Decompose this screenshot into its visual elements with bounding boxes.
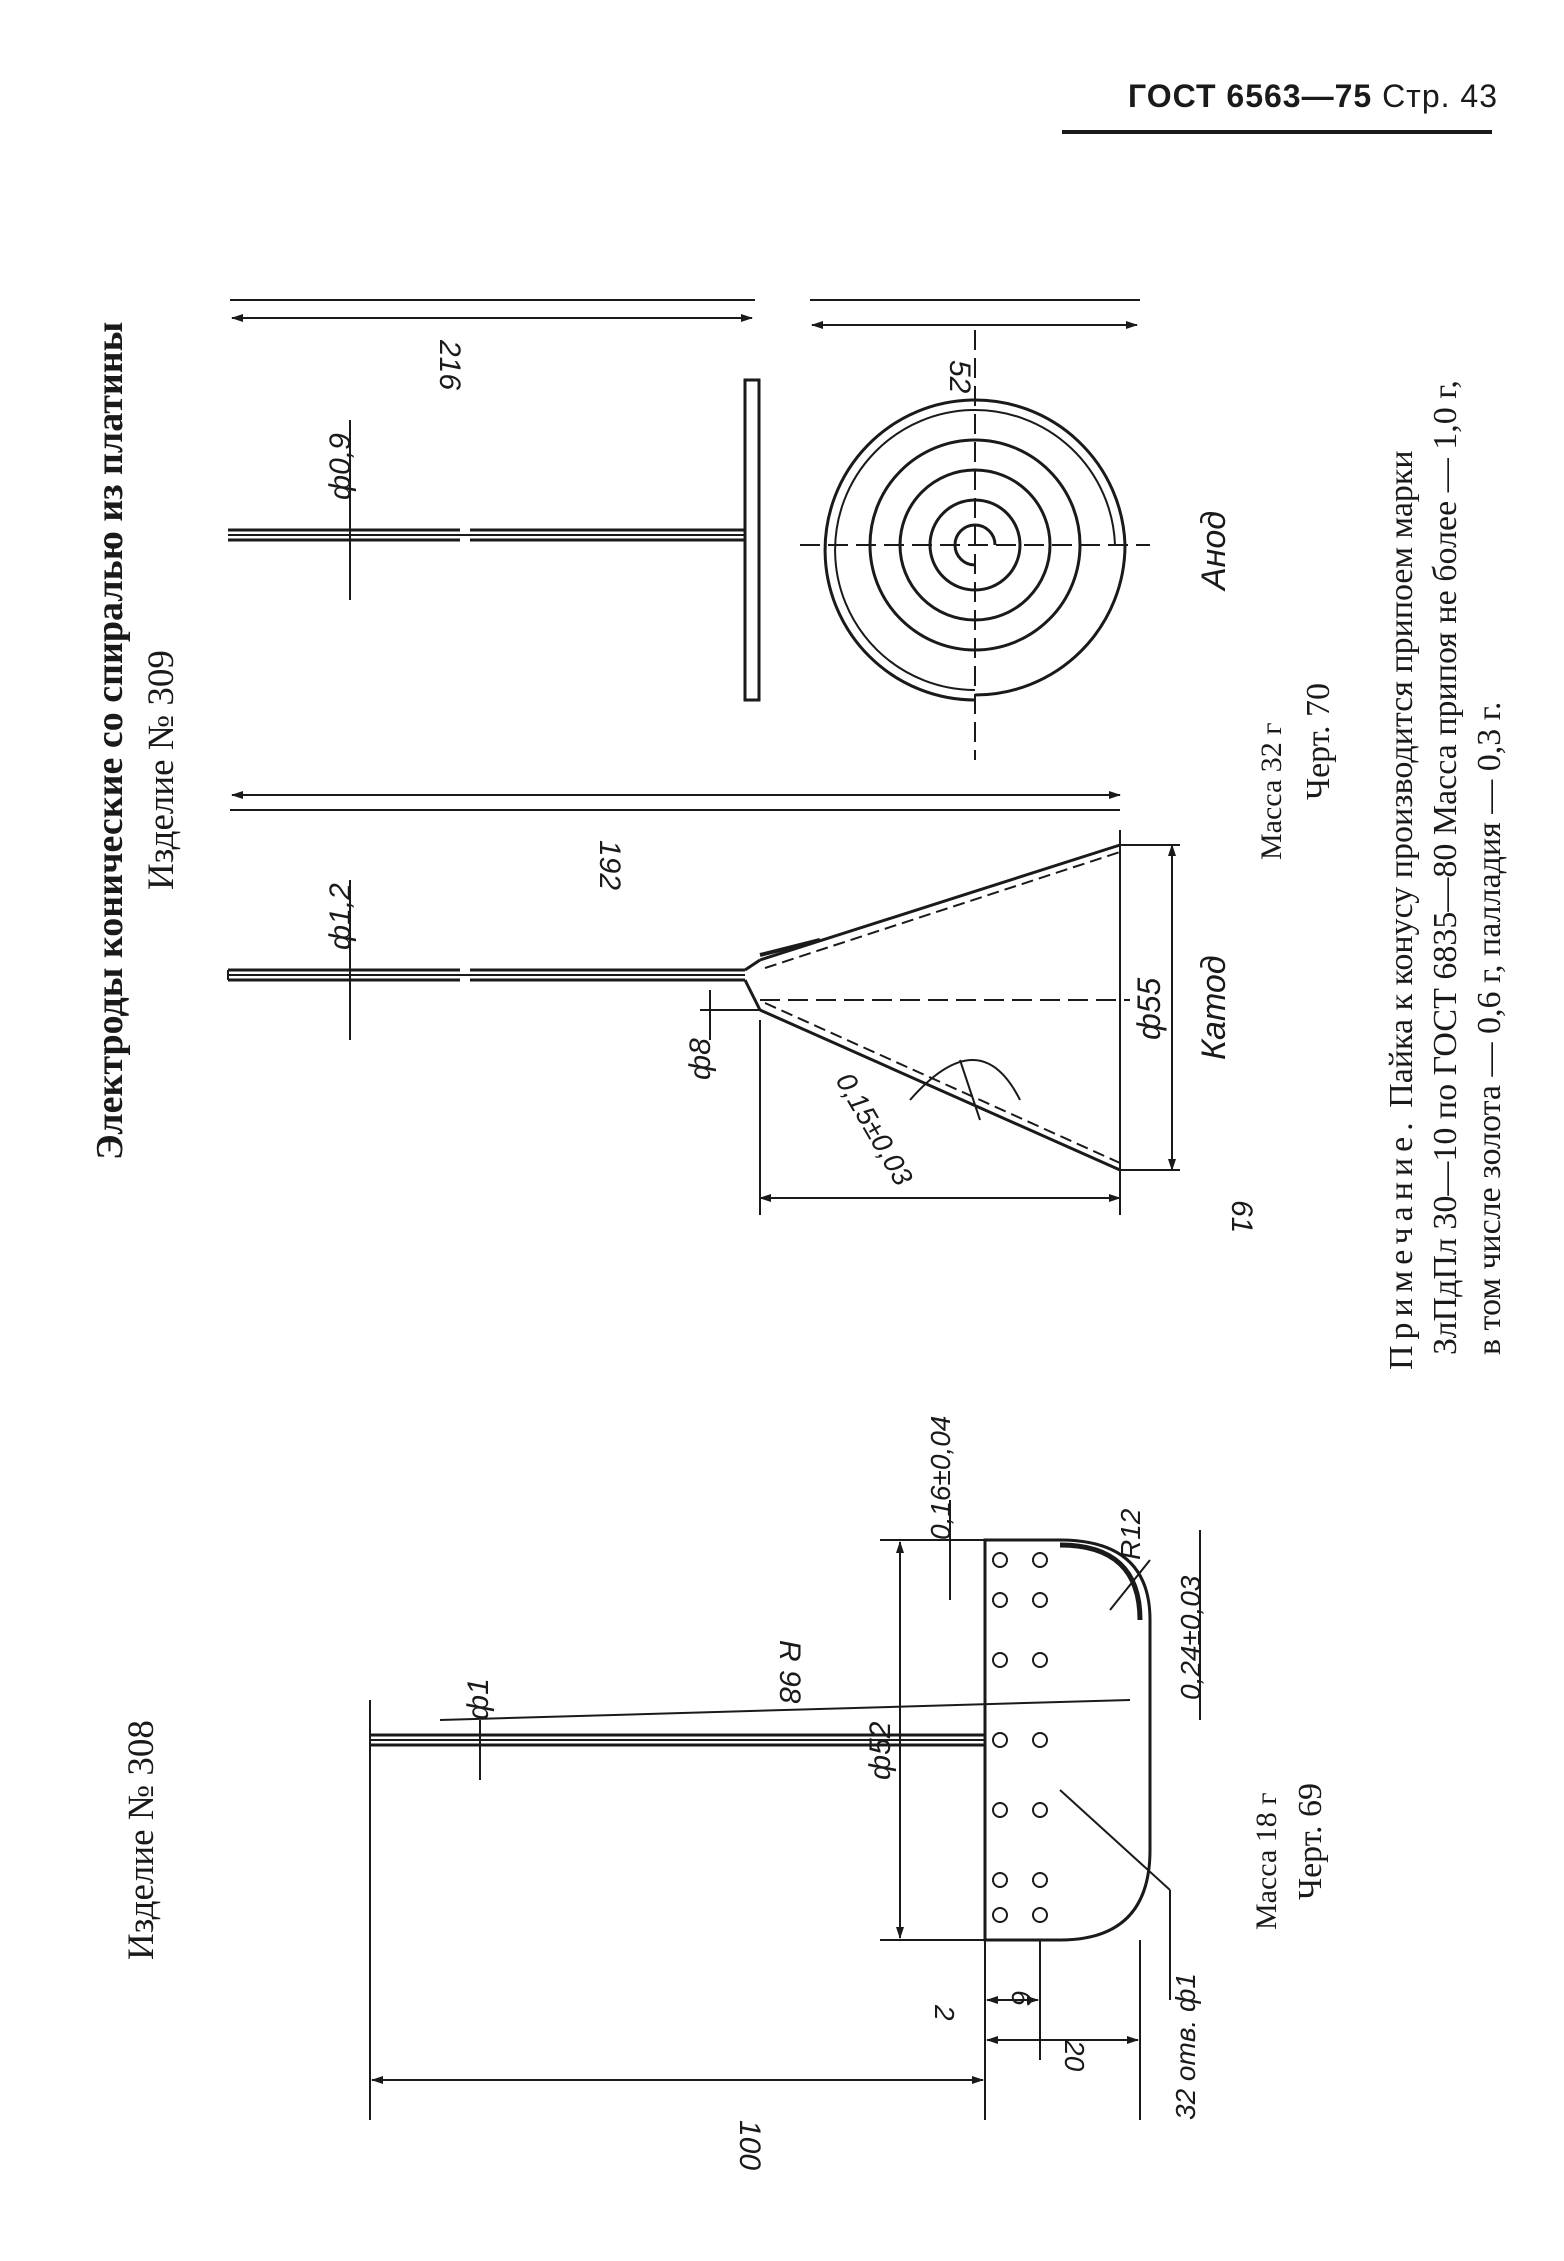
- section-title: Электроды конические со спиралью из платины: [89, 321, 131, 1160]
- item-308-figure-number: Черт. 69: [1292, 1782, 1329, 1900]
- dim-308-holes: 32 отв. ф1: [1170, 1973, 1201, 2120]
- note-line-1-text: Пайка к конусу производится припоем марки: [1383, 450, 1420, 1108]
- page-number: Стр. 43: [1382, 78, 1498, 114]
- item-309-title: Изделие № 309: [141, 650, 182, 890]
- dim-308-radius-small: R12: [1115, 1508, 1146, 1560]
- cathode-label: Катод: [1195, 955, 1233, 1060]
- drawing-item-309-cathode: [228, 795, 1180, 1215]
- dim-309-small-d: ф8: [684, 1038, 717, 1080]
- dim-309-cone-d: ф55: [1131, 977, 1167, 1040]
- item-308-title: Изделие № 308: [121, 1720, 162, 1960]
- item-308-mass: Масса 18 г: [1250, 1792, 1283, 1930]
- dim-308-20: 20: [1059, 2040, 1090, 2072]
- dim-308-6: 6: [1006, 1990, 1037, 2006]
- item-308-holes: [993, 1553, 1047, 1922]
- drawing-item-309-anode: [228, 300, 1150, 760]
- standard-number: ГОСТ 6563—75: [1128, 78, 1373, 114]
- dim-309-wall: 0,15±0,03: [829, 1067, 919, 1191]
- dim-309-cone-height: 61: [1225, 1200, 1258, 1234]
- dim-308-thickness-1: 0,16±0,04: [925, 1415, 956, 1540]
- dim-309-anode-wire-d: ф0,9: [324, 433, 357, 500]
- dim-308-2: 2: [929, 2005, 960, 2021]
- note-line-3: в том числе золота — 0,6 г, палладия — 0,3 г.: [1471, 701, 1508, 1355]
- dim-308-thickness-2: 0,24±0,03: [1175, 1575, 1206, 1700]
- dim-309-anode-length: 216: [433, 340, 466, 391]
- dim-309-wire-d: ф1,2: [324, 883, 357, 950]
- anode-label: Анод: [1195, 510, 1233, 590]
- item-309-figure-number: Черт. 70: [1300, 682, 1337, 800]
- item-309-mass: Масса 32 г: [1255, 722, 1288, 860]
- dim-308-disc-d: ф52: [864, 1721, 897, 1780]
- note-line-2: ЗлПдПл 30—10 по ГОСТ 6835—80 Масса припоя не более — 1,0 г,: [1427, 380, 1464, 1355]
- dim-308-radius-big: R 98: [773, 1640, 806, 1704]
- dim-309-spiral-d: 52: [943, 360, 976, 394]
- dim-308-length: 100: [733, 2120, 766, 2171]
- note-label: Примечание.: [1383, 1116, 1420, 1370]
- dim-309-length: 192: [593, 840, 626, 891]
- dim-308-wire-d: ф1: [462, 1678, 495, 1720]
- drawing-item-308: [370, 1500, 1200, 2120]
